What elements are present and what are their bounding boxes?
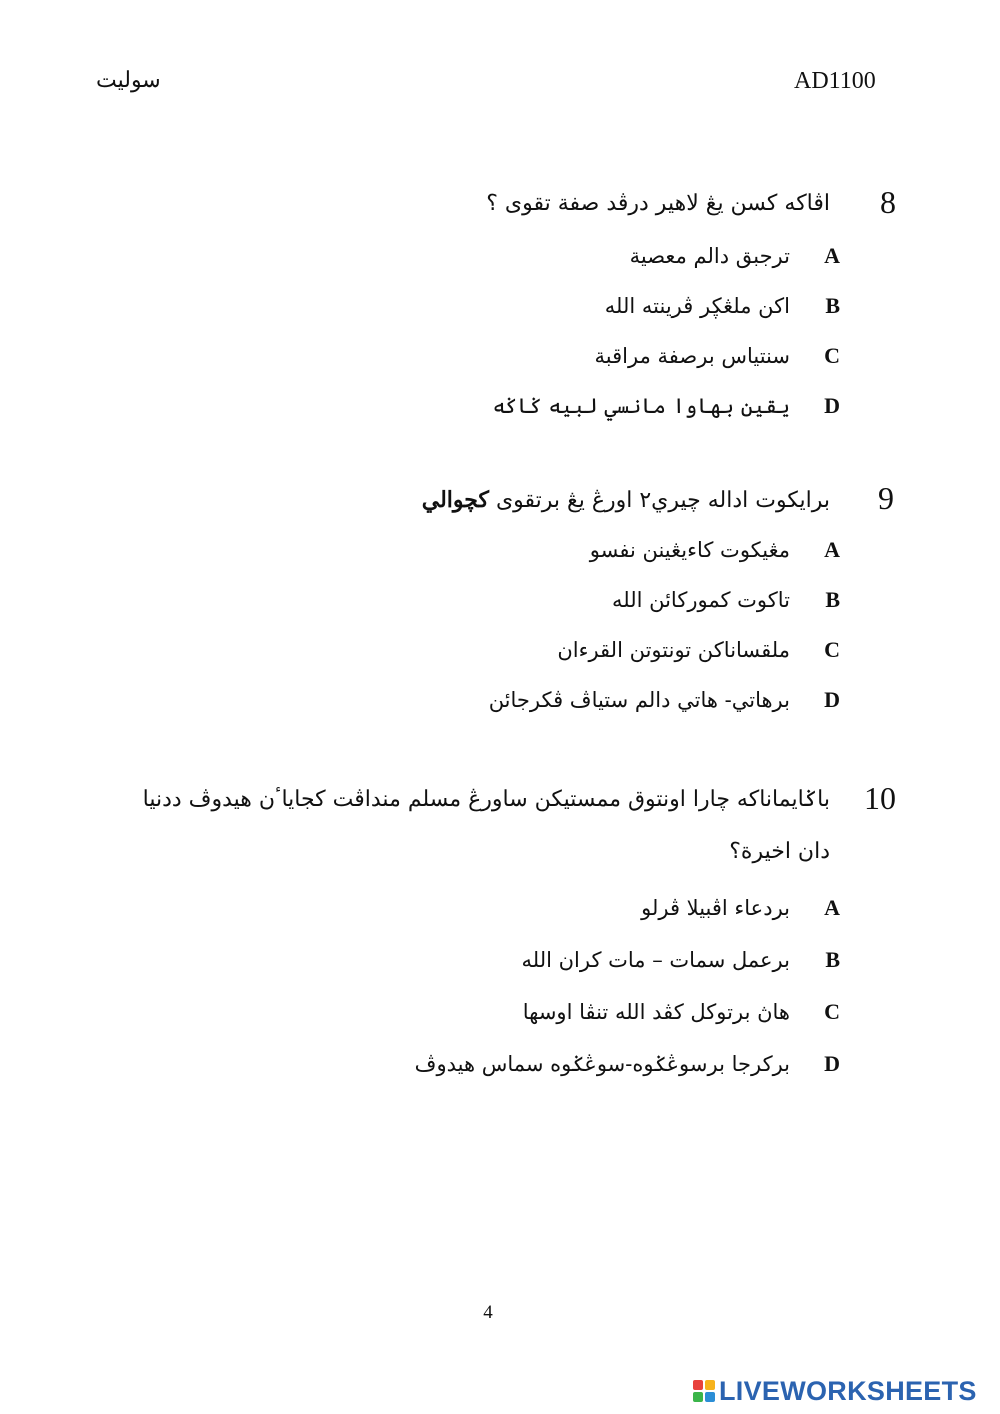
option-text: ترجبق دالم معصية: [629, 244, 790, 268]
header-left-text: سوليت: [96, 68, 161, 93]
option-letter: A: [824, 537, 840, 562]
brand-name: LIVEWORKSHEETS: [719, 1375, 977, 1406]
question-text: اڤاكه كسن يڠ لاهير درڤد صفة تقوى ؟: [486, 191, 830, 216]
option-text: سنتياس برصفة مراقبة: [594, 344, 790, 368]
option-b: [320, 940, 840, 980]
option-d: [320, 680, 840, 720]
option-text: برعمل سمات – مات كران الله: [521, 948, 790, 972]
option-letter: C: [824, 343, 840, 368]
question-text-main: برايكوت اداله چيري٢ اورڠ يڠ برتقوى: [488, 488, 830, 513]
option-c: [320, 336, 840, 376]
option-letter: A: [824, 243, 840, 268]
page-number: 4: [483, 1302, 493, 1323]
liveworksheets-brand[interactable]: [693, 1376, 977, 1406]
option-text: هاڽ برتوكل كڤد الله تنڤا اوسها: [522, 1000, 790, 1024]
question-number: 10: [864, 780, 896, 816]
question-number: 9: [878, 480, 894, 516]
option-text: بردعاء اڤبيلا ڤرلو: [641, 896, 790, 920]
option-letter: B: [825, 293, 840, 318]
question-text-line-1: باݢايماناكه چارا اونتوق ممستيكن ساورڠ مسلم منداڤت كجاياٴن هيدوڤ ددنيا: [142, 787, 830, 812]
option-text: مڠيكوت كاءيڠينن نفسو: [589, 538, 790, 562]
option-letter: C: [824, 637, 840, 662]
option-b: [320, 286, 840, 326]
header-code: AD1100: [794, 68, 876, 94]
question-text-emphasis: كچوالي: [421, 487, 489, 513]
option-c: [320, 630, 840, 670]
option-text: اكن ملڠڮر ڤرينته الله: [604, 294, 790, 318]
option-b: [320, 580, 840, 620]
option-text: يقين بهاوا مانسي لبيه ݢاݢه: [492, 394, 790, 418]
option-letter: D: [824, 1051, 840, 1076]
option-c: [320, 992, 840, 1032]
option-letter: D: [824, 687, 840, 712]
option-a: [320, 888, 840, 928]
question-number: 8: [880, 184, 896, 220]
option-a: [320, 530, 840, 570]
option-letter: B: [825, 947, 840, 972]
question-text-line-2: دان اخيرة؟: [729, 839, 830, 864]
option-d: [320, 1044, 840, 1084]
option-letter: A: [824, 895, 840, 920]
option-text: ملقساناكن تونتوتن القرءان: [557, 638, 790, 662]
option-letter: C: [824, 999, 840, 1024]
liveworksheets-logo-icon: [693, 1380, 715, 1402]
option-letter: D: [824, 393, 840, 418]
option-text: تاكوت كموركائن الله: [611, 588, 790, 612]
option-a: [320, 236, 840, 276]
option-text: برهاتي- هاتي دالم ستياڤ ڤكرجائن: [488, 688, 790, 712]
question-text: [422, 478, 830, 523]
option-text: بركرجا برسوڠݢوه-سوڠݢوه سماس هيدوڤ: [414, 1052, 790, 1076]
option-letter: B: [825, 587, 840, 612]
option-d: [320, 386, 840, 426]
